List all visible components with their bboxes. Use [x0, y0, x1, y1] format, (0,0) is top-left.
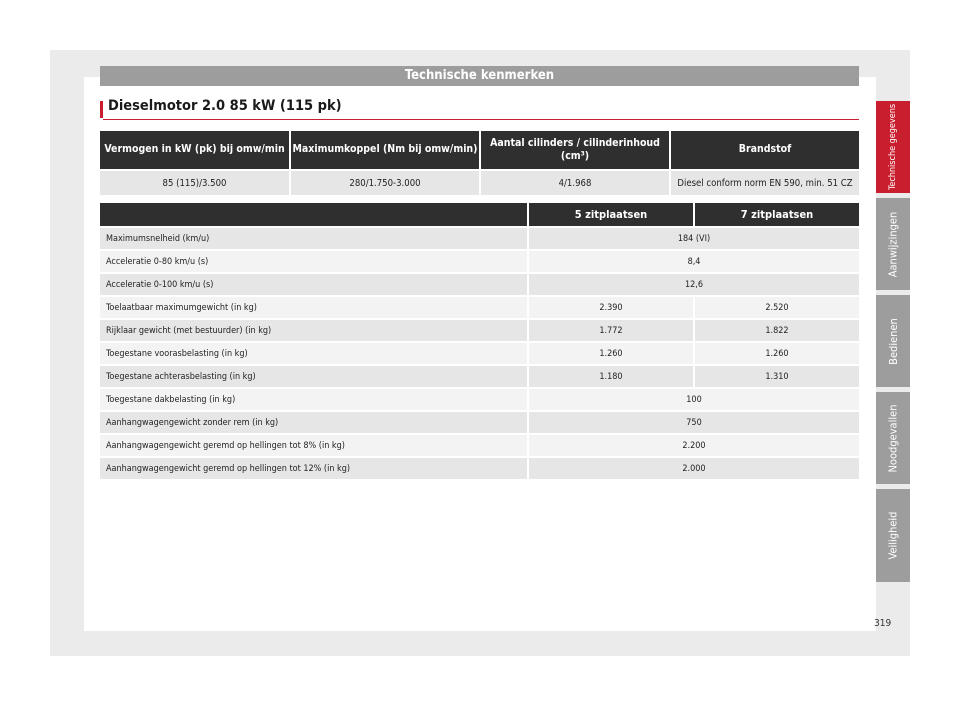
- row-value-5-seats: 2.390: [528, 296, 694, 319]
- table-row: [100, 388, 859, 411]
- row-label: Aanhangwagengewicht zonder rem (in kg): [100, 411, 528, 434]
- side-tab-bedienen[interactable]: [876, 295, 910, 387]
- side-tab-label: Bedienen: [886, 317, 900, 365]
- side-tab-noodgevallen[interactable]: [876, 392, 910, 484]
- side-tab-label: Technische gegevens: [888, 103, 899, 191]
- side-tab-technische-gegevens[interactable]: [876, 101, 910, 193]
- table-header-cell: Vermogen in kW (pk) bij omw/min: [100, 131, 290, 170]
- page-subtitle: Dieselmotor 2.0 85 kW (115 pk): [108, 98, 342, 114]
- table-row: [100, 170, 859, 195]
- row-label: Acceleratie 0-100 km/u (s): [100, 273, 528, 296]
- table-cell: 280/1.750-3.000: [290, 170, 480, 195]
- row-value: 12,6: [528, 273, 859, 296]
- side-tab-label: Veiligheid: [886, 511, 900, 560]
- row-label: Acceleratie 0-80 km/u (s): [100, 250, 528, 273]
- table-row: [100, 250, 859, 273]
- row-label: Aanhangwagengewicht geremd op hellingen tot 12% (in kg): [100, 457, 528, 479]
- table-header-cell: [100, 203, 528, 227]
- row-value: 100: [528, 388, 859, 411]
- row-label: Maximumsnelheid (km/u): [100, 227, 528, 250]
- row-value-7-seats: 2.520: [694, 296, 859, 319]
- side-tab-label: Noodgevallen: [886, 404, 900, 472]
- table-header-cell: Aantal cilinders / cilinderinhoud (cm³): [480, 131, 670, 170]
- row-value-5-seats: 1.772: [528, 319, 694, 342]
- row-value: 8,4: [528, 250, 859, 273]
- row-value: 750: [528, 411, 859, 434]
- row-label: Toelaatbaar maximumgewicht (in kg): [100, 296, 528, 319]
- subtitle-accent-bar: [100, 101, 103, 118]
- table-row: [100, 411, 859, 434]
- row-value: 2.000: [528, 457, 859, 479]
- table-cell: Diesel conform norm EN 590, min. 51 CZ: [670, 170, 859, 195]
- row-label: Toegestane dakbelasting (in kg): [100, 388, 528, 411]
- row-value-5-seats: 1.180: [528, 365, 694, 388]
- row-label: Rijklaar gewicht (met bestuurder) (in kg): [100, 319, 528, 342]
- table-row: [100, 457, 859, 479]
- row-label: Aanhangwagengewicht geremd op hellingen tot 8% (in kg): [100, 434, 528, 457]
- engine-specs-table: [100, 131, 859, 195]
- side-tab-aanwijzingen[interactable]: [876, 198, 910, 290]
- section-header: Technische kenmerken: [100, 66, 859, 86]
- table-row: [100, 319, 859, 342]
- table-header-cell: 5 zitplaatsen: [528, 203, 694, 227]
- side-tab-label: Aanwijzingen: [886, 211, 900, 277]
- table-row: [100, 434, 859, 457]
- row-label: Toegestane voorasbelasting (in kg): [100, 342, 528, 365]
- table-header-cell: Maximumkoppel (Nm bij omw/min): [290, 131, 480, 170]
- row-label: Toegestane achterasbelasting (in kg): [100, 365, 528, 388]
- row-value-5-seats: 1.260: [528, 342, 694, 365]
- subtitle-underline: [103, 119, 859, 120]
- row-value: 2.200: [528, 434, 859, 457]
- performance-weights-table: [100, 203, 859, 479]
- row-value-7-seats: 1.822: [694, 319, 859, 342]
- row-value: 184 (VI): [528, 227, 859, 250]
- table-row: [100, 273, 859, 296]
- side-tab-veiligheid[interactable]: [876, 489, 910, 582]
- table-row: [100, 365, 859, 388]
- table-row: [100, 342, 859, 365]
- row-value-7-seats: 1.310: [694, 365, 859, 388]
- table-header-cell: 7 zitplaatsen: [694, 203, 859, 227]
- table-row: [100, 227, 859, 250]
- table-row: [100, 296, 859, 319]
- table-cell: 4/1.968: [480, 170, 670, 195]
- table-header-cell: Brandstof: [670, 131, 859, 170]
- page-number: 319: [874, 618, 892, 629]
- row-value-7-seats: 1.260: [694, 342, 859, 365]
- table-cell: 85 (115)/3.500: [100, 170, 290, 195]
